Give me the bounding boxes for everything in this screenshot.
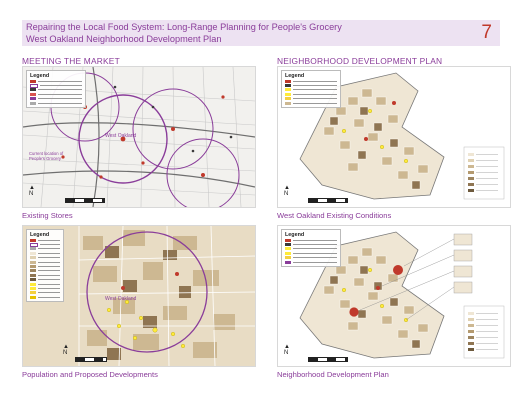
section-heading-development: NEIGHBORHOOD DEVELOPMENT PLAN <box>277 56 443 66</box>
page-title: Repairing the Local Food System: Long-Range Planning for People's Grocery <box>26 22 342 32</box>
caption-existing-conditions: West Oakland Existing Conditions <box>277 211 392 220</box>
legend-conditions <box>281 70 341 108</box>
map-place-label: West Oakland <box>105 296 137 302</box>
north-arrow-icon: ▲ N <box>29 185 35 197</box>
legend-title: Legend <box>30 73 50 79</box>
scale-bar <box>65 198 105 203</box>
map-existing-conditions[interactable] <box>277 66 511 208</box>
legend-plan <box>281 229 341 267</box>
legend-title: Legend <box>285 73 305 79</box>
section-heading-market: MEETING THE MARKET <box>22 56 120 66</box>
scale-bar <box>308 357 348 362</box>
caption-development-plan: Neighborhood Development Plan <box>277 370 389 379</box>
map-callout: Current location of People's Grocery <box>29 151 64 161</box>
north-arrow-icon: ▲ N <box>284 344 290 356</box>
legend-title: Legend <box>285 232 305 238</box>
legend-title: Legend <box>30 232 50 238</box>
scale-bar <box>308 198 348 203</box>
north-arrow-icon: ▲ N <box>284 185 290 197</box>
caption-existing-stores: Existing Stores <box>22 211 73 220</box>
map-population-developments[interactable] <box>22 225 256 367</box>
legend-population <box>26 229 64 302</box>
legend-stores <box>26 70 86 108</box>
map-place-label: West Oakland <box>105 133 137 139</box>
caption-population: Population and Proposed Developments <box>22 370 158 379</box>
map-development-plan[interactable] <box>277 225 511 367</box>
north-arrow-icon: ▲ N <box>63 344 69 356</box>
page-subtitle: West Oakland Neighborhood Development Plan <box>26 34 222 44</box>
map-existing-stores[interactable] <box>22 66 256 208</box>
page-number: 7 <box>481 22 492 43</box>
scale-bar <box>75 357 107 362</box>
header-band <box>22 20 500 46</box>
